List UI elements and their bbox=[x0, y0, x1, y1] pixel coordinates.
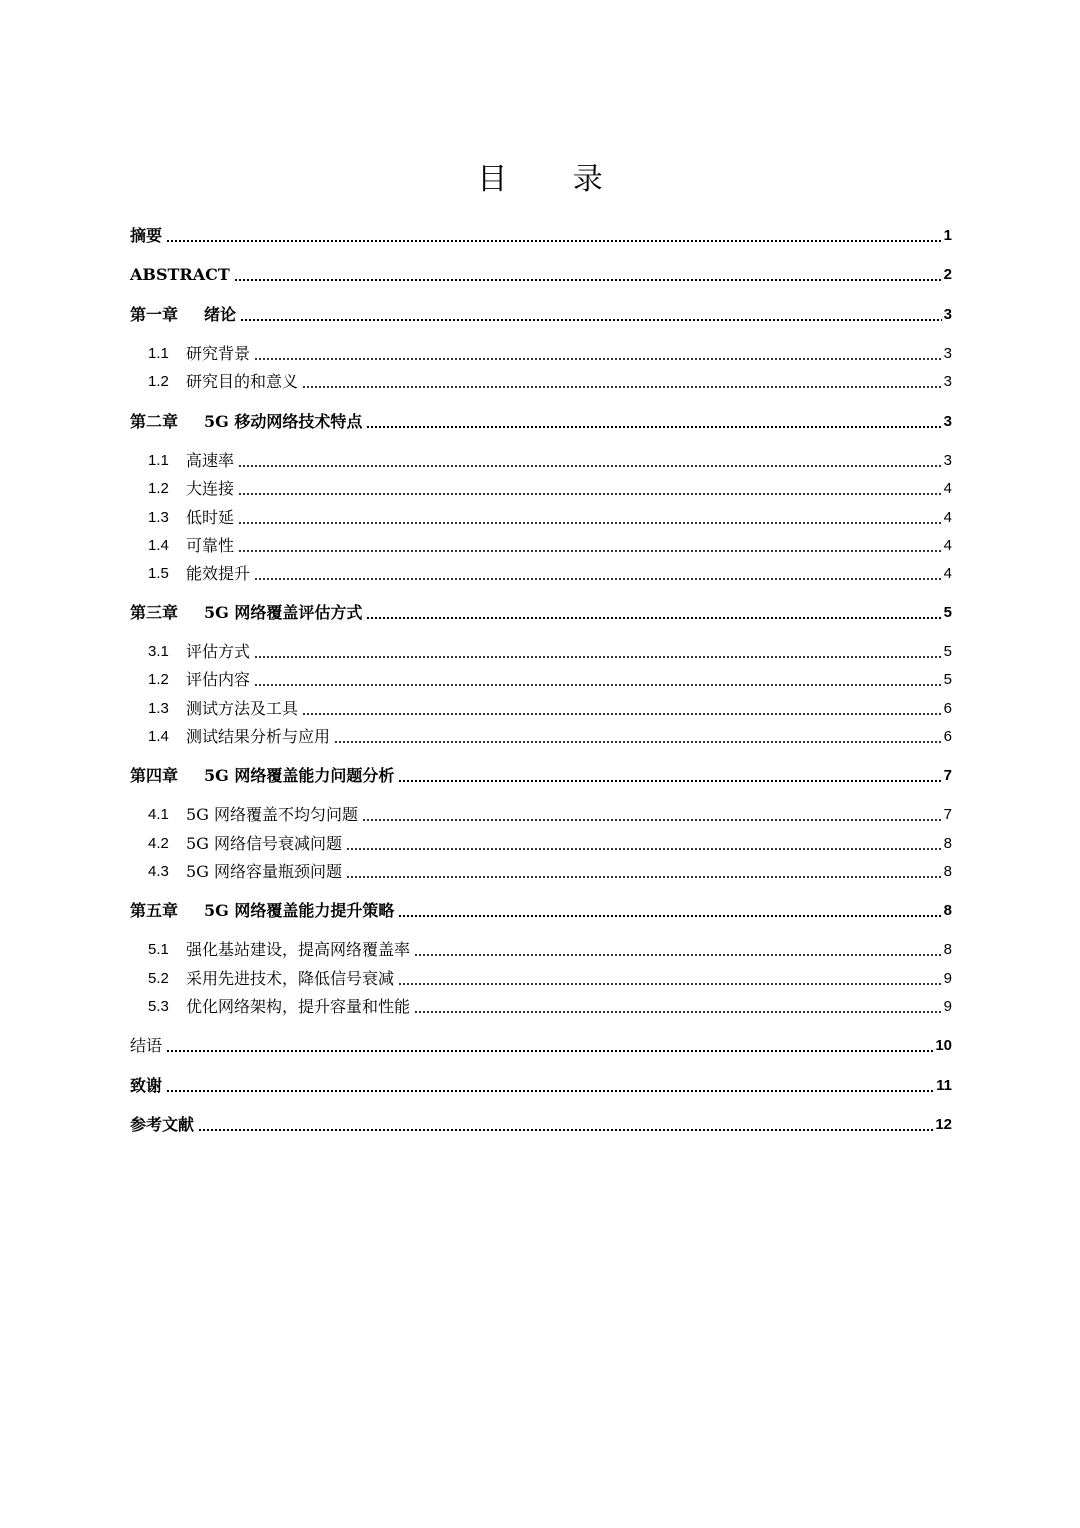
dot-leader bbox=[166, 240, 942, 242]
toc-entry-text: 低时延 bbox=[186, 508, 235, 527]
toc-section[interactable] bbox=[148, 638, 952, 662]
toc-entry-page: 7 bbox=[943, 767, 952, 784]
dot-leader bbox=[334, 741, 942, 743]
section-number: 1.4 bbox=[148, 728, 169, 745]
toc-entry-text: 研究背景 bbox=[186, 344, 251, 363]
toc-entry-page: 3 bbox=[943, 306, 952, 323]
chapter-number: 第一章 bbox=[130, 305, 179, 324]
dot-leader bbox=[198, 1129, 933, 1131]
toc-entry-page: 12 bbox=[935, 1116, 952, 1133]
section-number: 1.1 bbox=[148, 345, 169, 362]
section-number: 5.3 bbox=[148, 998, 169, 1015]
toc-entry-page: 11 bbox=[936, 1077, 952, 1094]
toc-entry-page: 5 bbox=[943, 671, 952, 688]
toc-entry-text: 高速率 bbox=[186, 451, 235, 470]
toc-entry-text: 绪论 bbox=[204, 305, 237, 324]
toc-chapter[interactable] bbox=[130, 897, 952, 921]
toc-entry-page: 7 bbox=[943, 806, 952, 823]
toc-entry-page: 2 bbox=[943, 266, 952, 283]
dot-leader bbox=[166, 1050, 933, 1052]
section-number: 1.2 bbox=[148, 373, 169, 390]
toc-section[interactable] bbox=[148, 504, 952, 528]
toc-entry-page: 1 bbox=[943, 227, 952, 244]
dot-leader bbox=[234, 279, 942, 281]
toc-entry-text: ABSTRACT bbox=[130, 265, 230, 284]
toc-entry-page: 9 bbox=[943, 970, 952, 987]
toc-entry-text: 致谢 bbox=[130, 1076, 163, 1095]
dot-leader bbox=[254, 358, 942, 360]
chapter-number: 第五章 bbox=[130, 901, 179, 920]
toc-chapter[interactable] bbox=[130, 301, 952, 325]
toc-entry-text: 研究目的和意义 bbox=[186, 372, 299, 391]
dot-leader bbox=[414, 1011, 942, 1013]
toc-entry-text: 评估内容 bbox=[186, 670, 251, 689]
toc-entry[interactable] bbox=[130, 1032, 952, 1056]
toc-entry-text: 能效提升 bbox=[186, 564, 251, 583]
section-number: 1.3 bbox=[148, 700, 169, 717]
toc-section[interactable] bbox=[148, 368, 952, 392]
toc-entry-text: 5G 移动网络技术特点 bbox=[204, 412, 363, 431]
dot-leader bbox=[254, 578, 942, 580]
toc-chapter[interactable] bbox=[130, 599, 952, 623]
dot-leader bbox=[362, 819, 942, 821]
toc-entry-page: 8 bbox=[943, 863, 952, 880]
dot-leader bbox=[398, 915, 941, 917]
dot-leader bbox=[238, 522, 942, 524]
toc-entry-text: 大连接 bbox=[186, 479, 235, 498]
toc-title: 目 录 bbox=[477, 162, 631, 197]
toc-section[interactable] bbox=[148, 560, 952, 584]
toc-entry-page: 5 bbox=[943, 643, 952, 660]
dot-leader bbox=[346, 876, 942, 878]
chapter-number: 第三章 bbox=[130, 603, 179, 622]
dot-leader bbox=[238, 493, 942, 495]
toc-entry-text: 5G 网络覆盖评估方式 bbox=[204, 603, 363, 622]
toc-chapter[interactable] bbox=[130, 762, 952, 786]
toc-entry-text: 5G 网络覆盖能力提升策略 bbox=[204, 901, 395, 920]
dot-leader bbox=[254, 684, 942, 686]
toc-entry-page: 8 bbox=[943, 835, 952, 852]
toc-section[interactable] bbox=[148, 723, 952, 747]
dot-leader bbox=[302, 713, 942, 715]
toc-entry-page: 4 bbox=[943, 565, 952, 582]
toc-section[interactable] bbox=[148, 666, 952, 690]
toc-entry-page: 10 bbox=[935, 1037, 952, 1054]
section-number: 1.1 bbox=[148, 452, 169, 469]
toc-entry-page: 3 bbox=[943, 413, 952, 430]
toc-entry-text: 5G 网络覆盖能力问题分析 bbox=[204, 766, 395, 785]
chapter-number: 第二章 bbox=[130, 412, 179, 431]
toc-entry-page: 3 bbox=[943, 345, 952, 362]
toc-section[interactable] bbox=[148, 801, 952, 825]
toc-entry-text: 测试方法及工具 bbox=[186, 699, 299, 718]
toc-section[interactable] bbox=[148, 695, 952, 719]
dot-leader bbox=[366, 426, 941, 428]
toc-entry-page: 3 bbox=[943, 452, 952, 469]
toc-entry-text: 参考文献 bbox=[130, 1115, 195, 1134]
toc-entry[interactable] bbox=[130, 1111, 952, 1135]
toc-section[interactable] bbox=[148, 340, 952, 364]
toc-entry-page: 4 bbox=[943, 509, 952, 526]
toc-entry[interactable] bbox=[130, 222, 952, 246]
dot-leader bbox=[240, 319, 942, 321]
section-number: 5.2 bbox=[148, 970, 169, 987]
dot-leader bbox=[398, 780, 941, 782]
toc-entry-page: 4 bbox=[943, 480, 952, 497]
dot-leader bbox=[398, 983, 942, 985]
section-number: 1.2 bbox=[148, 480, 169, 497]
toc-chapter[interactable] bbox=[130, 408, 952, 432]
toc-entry[interactable] bbox=[130, 1072, 952, 1096]
dot-leader bbox=[254, 656, 942, 658]
toc-entry-page: 4 bbox=[943, 537, 952, 554]
toc-entry-text: 可靠性 bbox=[186, 536, 235, 555]
dot-leader bbox=[366, 617, 941, 619]
section-number: 3.1 bbox=[148, 643, 169, 660]
chapter-number: 第四章 bbox=[130, 766, 179, 785]
dot-leader bbox=[238, 550, 942, 552]
toc-entry-text: 评估方式 bbox=[186, 642, 251, 661]
toc-entry-text: 5G 网络覆盖不均匀问题 bbox=[186, 805, 359, 824]
section-number: 4.1 bbox=[148, 806, 169, 823]
toc-section[interactable] bbox=[148, 475, 952, 499]
toc-entry-page: 9 bbox=[943, 998, 952, 1015]
toc-entry-text: 优化网络架构，提升容量和性能 bbox=[186, 997, 411, 1016]
toc-entry-page: 8 bbox=[943, 902, 952, 919]
dot-leader bbox=[414, 954, 942, 956]
toc-section[interactable] bbox=[148, 447, 952, 471]
dot-leader bbox=[302, 386, 942, 388]
dot-leader bbox=[346, 848, 942, 850]
toc-entry-text: 摘要 bbox=[130, 226, 163, 245]
toc-entry-text: 5G 网络信号衰减问题 bbox=[186, 834, 343, 853]
toc-section[interactable] bbox=[148, 965, 952, 989]
toc-entry-page: 5 bbox=[943, 604, 952, 621]
section-number: 1.2 bbox=[148, 671, 169, 688]
toc-section[interactable] bbox=[148, 936, 952, 960]
dot-leader bbox=[166, 1090, 934, 1092]
toc-section[interactable] bbox=[148, 993, 952, 1017]
toc-entry-text: 强化基站建设，提高网络覆盖率 bbox=[186, 940, 411, 959]
toc-entry-text: 测试结果分析与应用 bbox=[186, 727, 331, 746]
section-number: 4.2 bbox=[148, 835, 169, 852]
section-number: 4.3 bbox=[148, 863, 169, 880]
toc-entry[interactable] bbox=[130, 261, 952, 285]
toc-entry-text: 5G 网络容量瓶颈问题 bbox=[186, 862, 343, 881]
toc-section[interactable] bbox=[148, 858, 952, 882]
toc-entry-page: 6 bbox=[943, 728, 952, 745]
section-number: 1.3 bbox=[148, 509, 169, 526]
toc-section[interactable] bbox=[148, 532, 952, 556]
toc-entry-text: 采用先进技术，降低信号衰减 bbox=[186, 969, 395, 988]
section-number: 5.1 bbox=[148, 941, 169, 958]
toc-section[interactable] bbox=[148, 830, 952, 854]
toc-entry-text: 结语 bbox=[130, 1036, 163, 1055]
toc-entry-page: 8 bbox=[943, 941, 952, 958]
toc-entry-page: 3 bbox=[943, 373, 952, 390]
section-number: 1.4 bbox=[148, 537, 169, 554]
section-number: 1.5 bbox=[148, 565, 169, 582]
toc-entry-page: 6 bbox=[943, 700, 952, 717]
dot-leader bbox=[238, 465, 942, 467]
